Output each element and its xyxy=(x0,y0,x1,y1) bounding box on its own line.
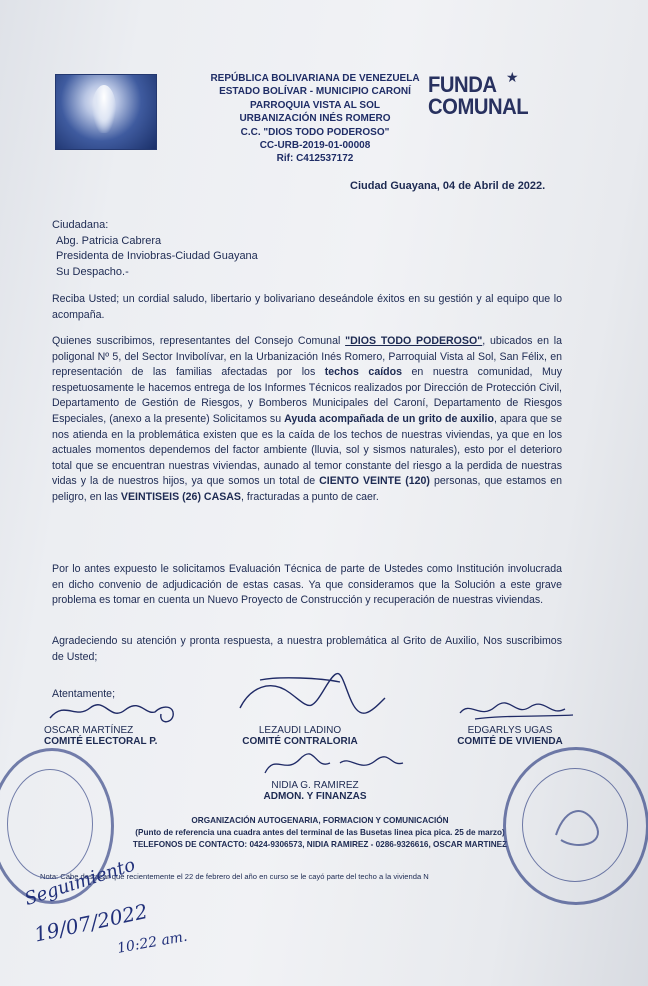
addressee-name: Abg. Patricia Cabrera xyxy=(56,234,162,247)
paragraph-greeting: Reciba Usted; un cordial saludo, libertario y bolivariano deseándole éxitos en su gestión y al equipo que lo acompaña. xyxy=(52,293,562,321)
paragraph-request xyxy=(52,334,562,506)
signatory-nidia xyxy=(250,780,380,802)
footer-line: TELEFONOS DE CONTACTO: 0424-9306573, NIDIA RAMIREZ - 0286-9326616, OSCAR MARTINEZ xyxy=(132,840,508,849)
text-run: Quienes suscribimos, representantes del Consejo Comunal xyxy=(52,335,346,347)
text-run: en nuestra comunidad, Muy respetuosamente le hacemos entrega de los Informes Técnicos realizados por Dirección de Protección Civil, Departamento de Gestión de Riesgos, y Bomberos Municipales del Caroní, Departamento de Riesgos Especiales, (anexo a la presente) Solicitamos su xyxy=(52,366,562,425)
star-icon: ★ xyxy=(506,69,519,85)
logo-text-funda: FUNDA xyxy=(428,72,497,97)
signature-nidia xyxy=(255,745,415,781)
council-seal-right xyxy=(503,747,648,905)
handwritten-line: 10:22 am. xyxy=(116,928,189,957)
signatory-role: ADMON. Y FINANZAS xyxy=(263,791,367,802)
signature-oscar xyxy=(40,690,190,730)
signatory-edgarlys xyxy=(450,725,570,747)
emphasis-ciento: CIENTO VEINTE (120) xyxy=(319,475,430,488)
paragraph-evaluation: Por lo antes expuesto le solicitamos Evaluación Técnica de parte de Ustedes como Institución involucrada en dicho convenio de adjudicación de estas casas. Ya que consideramos que la Solución a este grave problema es tomar en cuenta un Nuevo Proyecto de Construcción y recuperación de nuestras viviendas. xyxy=(52,563,562,607)
signatory-name: EDGARLYS UGAS xyxy=(467,725,553,736)
signature-edgarlys xyxy=(455,695,585,725)
handwritten-line: 19/07/2022 xyxy=(32,899,150,947)
signatory-name: LEZAUDI LADINO xyxy=(258,725,342,736)
letterhead-line: PARROQUIA VISTA AL SOL xyxy=(249,99,380,111)
emphasis-ayuda: Ayuda acompañada de un grito de auxilio xyxy=(284,412,494,425)
letterhead-line: C.C. "DIOS TODO PODEROSO" xyxy=(240,126,390,138)
text-run: personas, que estamos en peligro, en las xyxy=(52,475,563,503)
signatory-role: COMITÉ DE VIVIENDA xyxy=(457,736,563,747)
council-name: "DIOS TODO PODEROSO" xyxy=(345,335,483,347)
addressee-office: Su Despacho.- xyxy=(56,265,129,278)
signatory-oscar xyxy=(44,725,157,747)
footer-note: Nota: Cabe destacar que recientemente el 22 de febrero del año en curso se le cayó parte del techo a la vivienda N xyxy=(40,872,429,881)
letterhead-line: Rif: C412537172 xyxy=(276,153,354,165)
handwritten-line: Seguimiento xyxy=(22,854,138,910)
text-run: , fracturadas a punto de caer. xyxy=(241,490,379,503)
signatory-role: COMITÉ ELECTORAL P. xyxy=(44,736,158,747)
paragraph-closing: Agradeciendo su atención y pronta respuesta, a nuestra problemática al Grito de Auxilio, Nos suscribimos de Usted; xyxy=(52,635,562,663)
text-run: , ubicados en la poligonal Nº 5, del Sector Invibolívar, en la Urbanización Inés Romero, Parroquial Vista al Sol, San Félix, en representación de las familias afectadas por los xyxy=(52,335,562,379)
logo-text-comunal: COMUNAL xyxy=(428,94,529,119)
letter-date: Ciudad Guayana, 04 de Abril de 2022. xyxy=(350,180,546,192)
footer-contact xyxy=(60,815,580,851)
signature-lezaudi xyxy=(230,668,400,728)
addressee-position: Presidenta de Inviobras-Ciudad Guayana xyxy=(56,250,258,262)
addressee-greeting: Ciudadana: xyxy=(52,219,109,231)
signatory-name: NIDIA G. RAMIREZ xyxy=(271,780,359,791)
handwritten-followup-note xyxy=(14,854,189,957)
letterhead-line: ESTADO BOLÍVAR - MUNICIPIO CARONÍ xyxy=(219,86,411,98)
fundacomunal-logo xyxy=(428,69,558,129)
emphasis-techos: techos caídos xyxy=(324,366,402,379)
signatory-lezaudi xyxy=(240,725,360,747)
letterhead-line: REPÚBLICA BOLIVARIANA DE VENEZUELA xyxy=(210,73,420,84)
letterhead-line: CC-URB-2019-01-00008 xyxy=(259,140,371,152)
footer-line: ORGANIZACIÓN AUTOGENARIA, FORMACION Y COMUNICACIÓN xyxy=(191,816,449,825)
addressee-block xyxy=(52,218,258,280)
closing-salutation: Atentamente; xyxy=(52,688,116,700)
text-run: , apara que se nos atienda en la problemática existen que es la caída de los techos de nuestras viviendas, ya que en los actuales momentos dependemos del factor ambiente (lluvia, sol y sismos naturales), esto por el deterioro total que se encuentran nuestras viviendas, aunado al temor constante del riesgo a la perdida de nuestras vidas y la de nuestros hijos, ya que somos un total de xyxy=(52,412,562,488)
signatory-name: OSCAR MARTÍNEZ xyxy=(44,725,134,736)
signatory-role: COMITÉ CONTRALORIA xyxy=(242,736,358,747)
letterhead-line: URBANIZACIÓN INÉS ROMERO xyxy=(239,113,391,125)
emphasis-casas: VEINTISEIS (26) CASAS xyxy=(120,490,241,503)
footer-line: (Punto de referencia una cuadra antes del terminal de las Busetas linea pica pica. 25 de marzo) xyxy=(135,828,505,837)
council-logo-image xyxy=(55,74,157,150)
